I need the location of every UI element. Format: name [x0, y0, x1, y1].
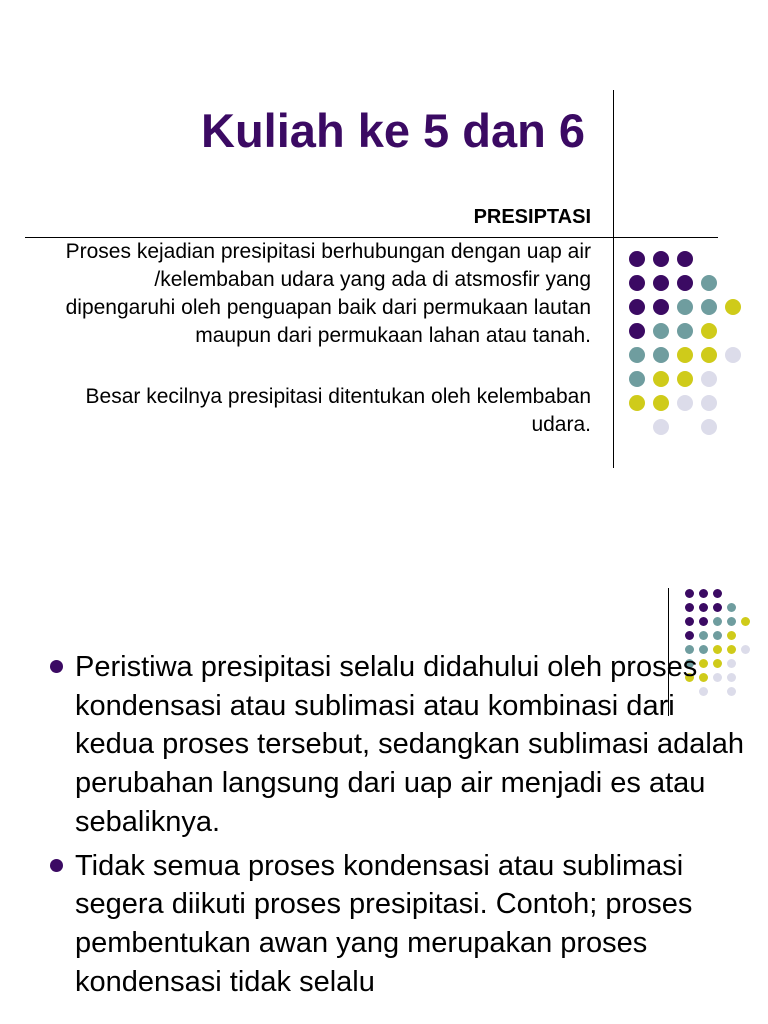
dot-icon	[629, 371, 645, 387]
body-paragraph: Proses kejadian presipitasi berhubungan dengan uap air /kelembaban udara yang ada di atsmosfir yang dipengaruhi oleh penguapan baik dari permukaan lautan maupun dari permukaan lahan atau tanah.	[65, 240, 591, 347]
bullet-icon	[50, 660, 63, 673]
dot-icon	[677, 395, 693, 411]
bullet-list	[48, 648, 758, 1006]
list-item	[48, 648, 758, 842]
dot-icon	[629, 251, 645, 267]
dot-icon	[727, 631, 736, 640]
dot-icon	[677, 299, 693, 315]
body-paragraph: Besar kecilnya presipitasi ditentukan oleh kelembaban udara.	[85, 385, 591, 436]
dot-icon	[713, 589, 722, 598]
bullet-text: Peristiwa presipitasi selalu didahului oleh proses kondensasi atau sublimasi atau kombinasi dari kedua proses tersebut, sedangkan sublimasi adalah perubahan langsung dari uap air menjadi es atau sebaliknya.	[75, 651, 745, 838]
dot-icon	[653, 395, 669, 411]
dot-icon	[701, 395, 717, 411]
slide-subtitle: PRESIPTASI	[473, 206, 591, 228]
dot-icon	[713, 617, 722, 626]
dot-icon	[629, 347, 645, 363]
dot-icon	[741, 617, 750, 626]
dot-icon	[653, 251, 669, 267]
dot-icon	[653, 371, 669, 387]
dot-icon	[699, 617, 708, 626]
dot-icon	[653, 323, 669, 339]
dot-icon	[727, 603, 736, 612]
dot-icon	[713, 631, 722, 640]
slide-2	[0, 512, 768, 1024]
dot-icon	[725, 347, 741, 363]
dot-icon	[653, 347, 669, 363]
dot-icon	[701, 371, 717, 387]
dot-icon	[677, 275, 693, 291]
dot-icon	[677, 371, 693, 387]
list-item	[48, 847, 758, 1002]
dot-icon	[699, 631, 708, 640]
dot-icon	[685, 617, 694, 626]
bullet-text: Tidak semua proses kondensasi atau sublimasi segera diikuti proses presipitasi. Contoh; proses pembentukan awan yang merupakan proses kondensasi tidak selalu	[75, 849, 693, 998]
dot-icon	[677, 251, 693, 267]
dot-icon	[713, 603, 722, 612]
dot-icon	[629, 299, 645, 315]
dot-icon	[725, 299, 741, 315]
bullet-icon	[50, 859, 63, 872]
dot-icon	[701, 347, 717, 363]
dot-icon	[629, 323, 645, 339]
dot-icon	[653, 299, 669, 315]
vertical-divider	[613, 90, 614, 468]
dot-icon	[701, 275, 717, 291]
dot-icon	[685, 603, 694, 612]
dot-icon	[685, 631, 694, 640]
dot-icon	[653, 275, 669, 291]
dot-icon	[727, 617, 736, 626]
dot-icon	[701, 419, 717, 435]
dot-icon	[701, 323, 717, 339]
dot-icon	[701, 299, 717, 315]
dot-icon	[699, 589, 708, 598]
slide-title: Kuliah ke 5 dan 6	[201, 104, 585, 157]
dot-icon	[677, 323, 693, 339]
dot-icon	[677, 347, 693, 363]
dot-icon	[629, 275, 645, 291]
dot-icon	[685, 589, 694, 598]
dot-icon	[699, 603, 708, 612]
dot-icon	[653, 419, 669, 435]
dot-icon	[629, 395, 645, 411]
